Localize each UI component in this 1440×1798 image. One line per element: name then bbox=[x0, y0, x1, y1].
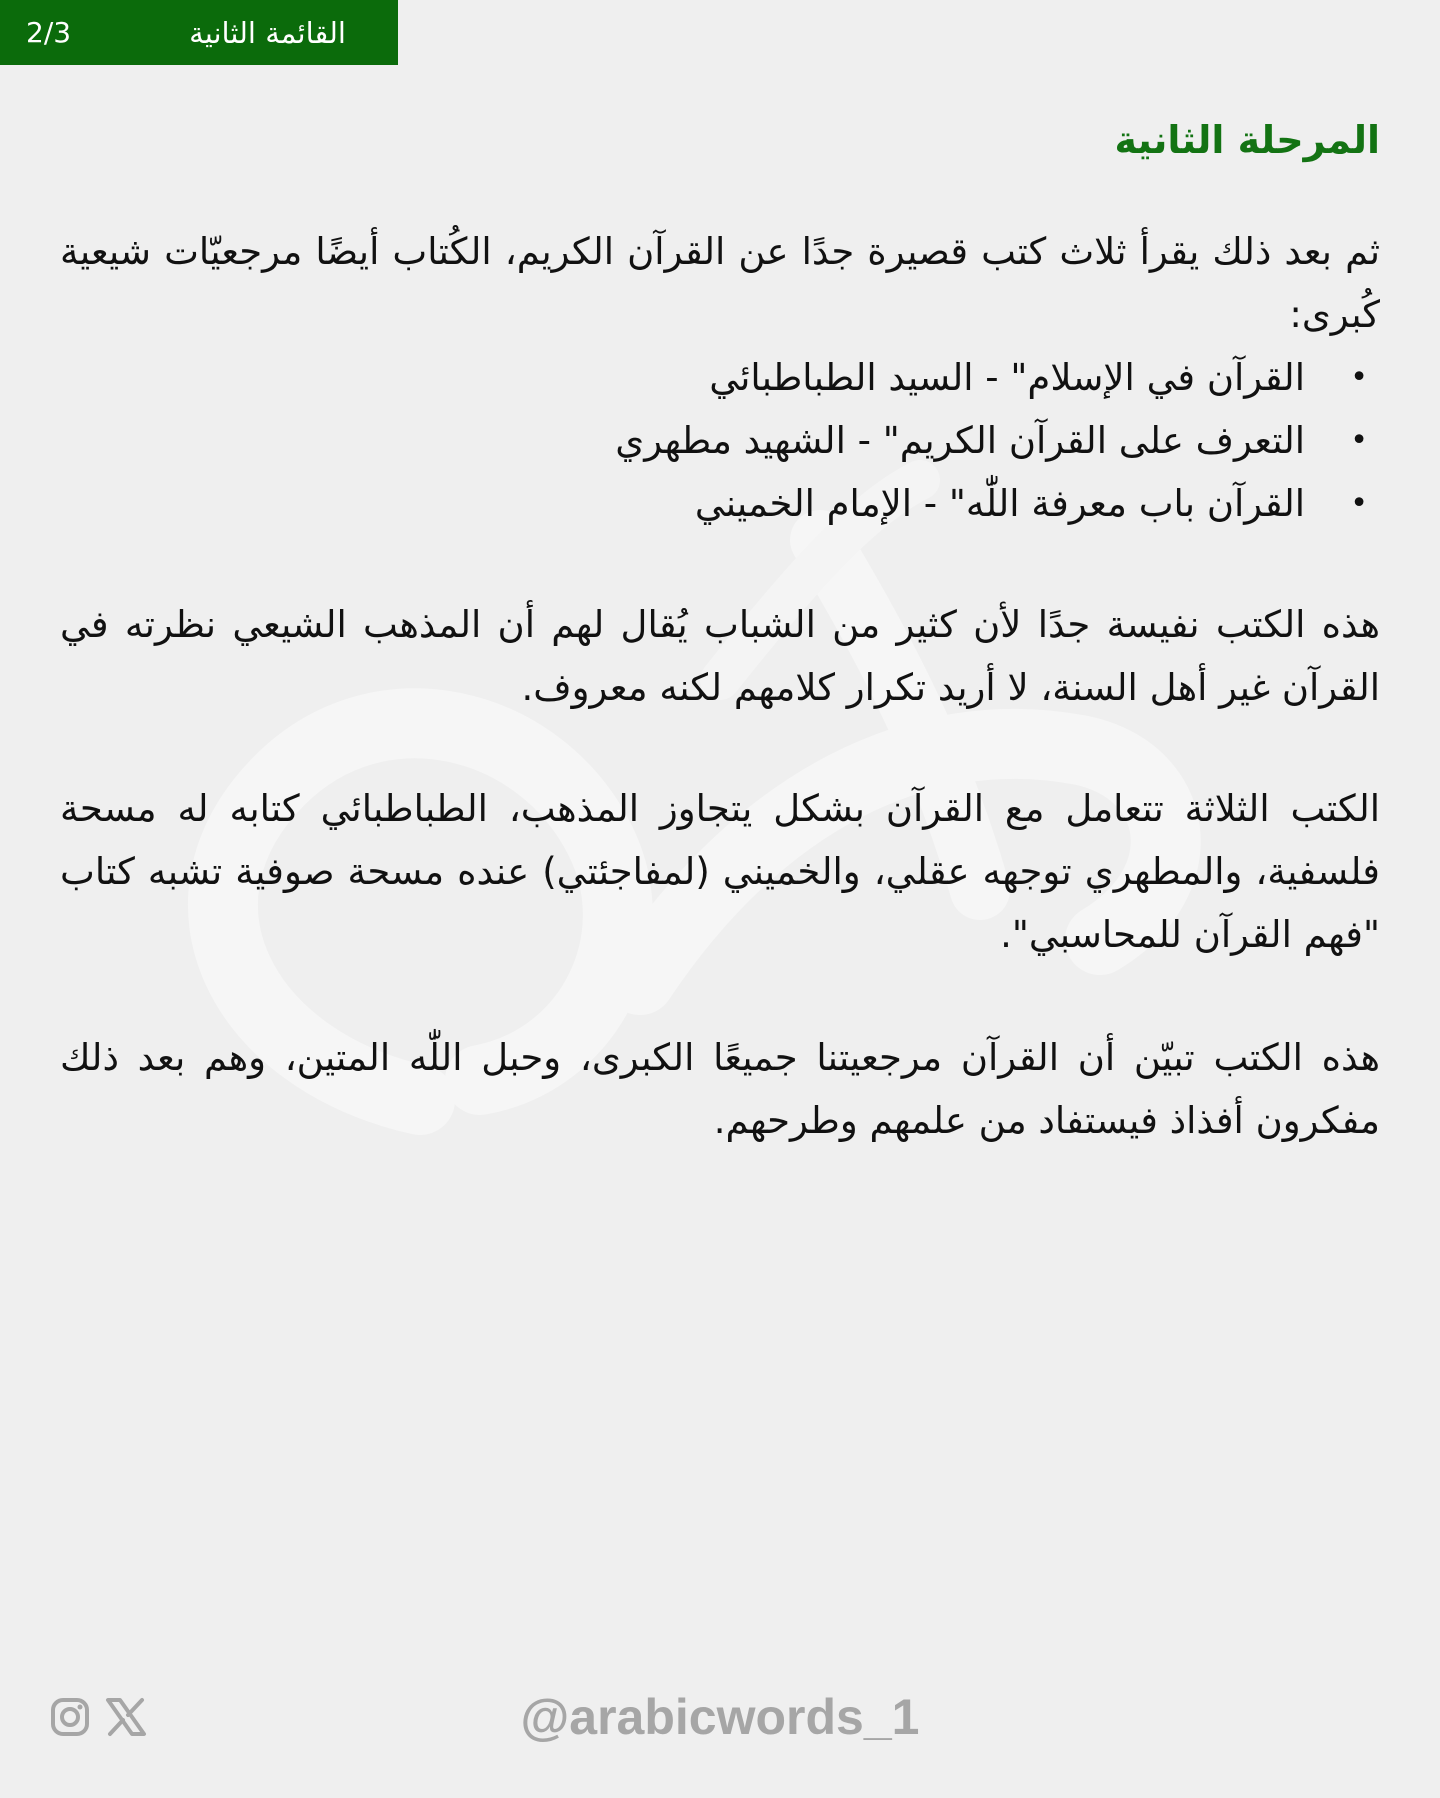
paragraph-4: هذه الكتب تبيّن أن القرآن مرجعيتنا جميعًا الكبرى، وحبل اللّٰه المتين، وهم بعد ذلك مفكرون أفذاذ فيستفاد من علمهم وطرحهم. bbox=[60, 1036, 1380, 1142]
book-title: التعرف على القرآن الكريم" - الشهيد مطهري bbox=[615, 419, 1305, 462]
list-item bbox=[60, 409, 1380, 472]
page-indicator: 2/3 bbox=[26, 16, 72, 49]
bullet-icon: • bbox=[1350, 360, 1368, 395]
main-content bbox=[60, 95, 1380, 1152]
list-item bbox=[60, 472, 1380, 535]
section-label: القائمة الثانية bbox=[189, 15, 346, 50]
paragraph-3: الكتب الثلاثة تتعامل مع القرآن بشكل يتجاوز المذهب، الطباطبائي كتابه له مسحة فلسفية، والمطهري توجهه عقلي، والخميني (لمفاجئتي) عنده مسحة صوفية تشبه كتاب "فهم القرآن للمحاسبي". bbox=[60, 787, 1380, 956]
paragraph-2: هذه الكتب نفيسة جدًا لأن كثير من الشباب يُقال لهم أن المذهب الشيعي نظرته في القرآن غير أهل السنة، لا أريد تكرار كلامهم لكنه معروف. bbox=[60, 603, 1380, 709]
section-title: المرحلة الثانية bbox=[1114, 118, 1380, 162]
intro-paragraph: ثم بعد ذلك يقرأ ثلاث كتب قصيرة جدًا عن القرآن الكريم، الكُتاب أيضًا مرجعيّات شيعية كُبرى: bbox=[60, 230, 1380, 336]
book-title: القرآن باب معرفة اللّٰه" - الإمام الخميني bbox=[694, 482, 1305, 525]
account-handle: @arabicwords_1 bbox=[520, 1689, 920, 1745]
list-item bbox=[60, 346, 1380, 409]
bullet-icon: • bbox=[1350, 423, 1368, 458]
book-list bbox=[60, 346, 1380, 535]
bullet-icon: • bbox=[1350, 486, 1368, 521]
page-header-bar bbox=[0, 0, 398, 65]
book-title: القرآن في الإسلام" - السيد الطباطبائي bbox=[709, 356, 1305, 399]
